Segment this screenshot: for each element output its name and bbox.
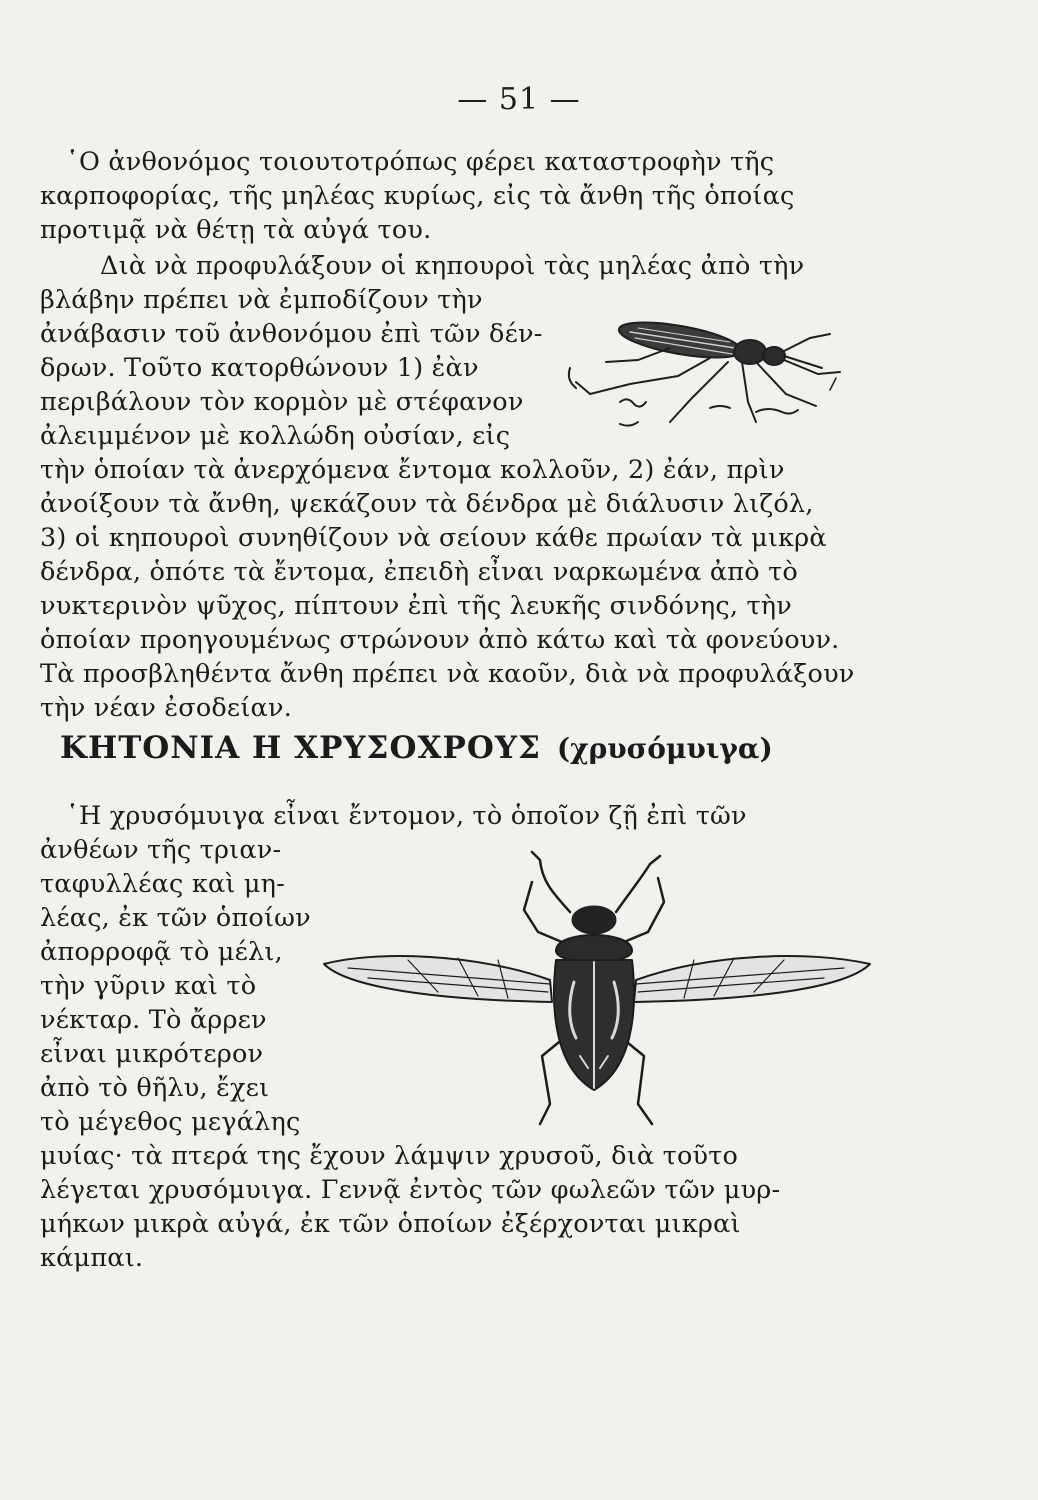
page-number: — 51 — [457, 82, 581, 117]
paragraph3-line: ἀπὸ τὸ θῆλυ, ἔχει [40, 1073, 270, 1103]
paragraph2-line: ἀλειμμένον μὲ κολλώδη οὐσίαν, εἰς [40, 421, 511, 451]
paragraph3-line: τὸ μέγεθος μεγάλης [40, 1107, 301, 1137]
section-heading [60, 730, 773, 766]
paragraph2-line: ἀνάβασιν τοῦ ἀνθονόμου ἐπὶ τῶν δέν- [40, 319, 543, 349]
paragraph3-line: κάμπαι. [40, 1243, 144, 1273]
paragraph2-line: Διὰ νὰ προφυλάξουν οἱ κηπουροὶ τὰς μηλέας ἀπὸ τὴν [100, 251, 805, 281]
paragraph3-line: εἶναι μικρότερον [40, 1039, 264, 1069]
paragraph3-line: ταφυλλέας καὶ μη- [40, 869, 285, 899]
section-heading-title: ΚΗΤΟΝΙΑ Η ΧΡΥΣΟΧΡΟΥΣ [60, 730, 541, 766]
paragraph3-line: ἀπορροφᾷ τὸ μέλι, [40, 937, 283, 967]
paragraph3-line: λέας, ἐκ τῶν ὁποίων [40, 903, 311, 933]
weevil-illustration [560, 298, 860, 438]
paragraph2-line: δένδρα, ὁπότε τὰ ἔντομα, ἐπειδὴ εἶναι ναρκωμένα ἀπὸ τὸ [40, 557, 798, 587]
paragraph2-line: τὴν ὁποίαν τὰ ἀνερχόμενα ἔντομα κολλοῦν, 2) ἐάν, πρὶν [40, 455, 785, 485]
paragraph2-line: νυκτερινὸν ψῦχος, πίπτουν ἐπὶ τῆς λευκῆς σινδόνης, τὴν [40, 591, 792, 621]
paragraph3-line: λέγεται χρυσόμυιγα. Γεννᾷ ἐντὸς τῶν φωλεῶν τῶν μυρ- [40, 1175, 781, 1205]
paragraph3-line: μήκων μικρὰ αὐγά, ἐκ τῶν ὁποίων ἐξέρχονται μικραὶ [40, 1209, 741, 1239]
paragraph3-line: τὴν γῦριν καὶ τὸ [40, 971, 257, 1001]
paragraph2-line: περιβάλουν τὸν κορμὸν μὲ στέφανον [40, 387, 524, 417]
paragraph2-line: τὴν νέαν ἐσοδείαν. [40, 693, 292, 723]
paragraph3-line: νέκταρ. Τὸ ἄρρεν [40, 1005, 267, 1035]
paragraph2-line: ἀνοίξουν τὰ ἄνθη, ψεκάζουν τὰ δένδρα μὲ διάλυσιν λιζόλ, [40, 489, 814, 519]
paragraph3-line: ῾Η χρυσόμυιγα εἶναι ἔντομον, τὸ ὁποῖον ζῇ ἐπὶ τῶν [66, 801, 747, 831]
paragraph2-line: ὁποίαν προηγουμένως στρώνουν ἀπὸ κάτω καὶ τὰ φονεύουν. [40, 625, 840, 655]
paragraph2-line: 3) οἱ κηπουροὶ συνηθίζουν νὰ σείουν κάθε πρωίαν τὰ μικρὰ [40, 523, 827, 553]
paragraph1-line: ῾Ο ἀνθονόμος τοιουτοτρόπως φέρει καταστροφὴν τῆς [66, 147, 775, 177]
rose-chafer-illustration [318, 842, 878, 1138]
paragraph1-line: καρποφορίας, τῆς μηλέας κυρίως, εἰς τὰ ἄνθη τῆς ὁποίας [40, 181, 795, 211]
paragraph2-line: βλάβην πρέπει νὰ ἐμποδίζουν τὴν [40, 285, 483, 315]
section-heading-subtitle: (χρυσόμυιγα) [556, 732, 773, 765]
paragraph1-line: προτιμᾷ νὰ θέτῃ τὰ αὐγά του. [40, 215, 432, 245]
paragraph3-line: ἀνθέων τῆς τριαν- [40, 835, 282, 865]
paragraph3-line: μυίας· τὰ πτερά της ἔχουν λάμψιν χρυσοῦ, διὰ τοῦτο [40, 1141, 739, 1171]
paragraph2-line: Τὰ προσβληθέντα ἄνθη πρέπει νὰ καοῦν, διὰ νὰ προφυλάξουν [40, 659, 855, 689]
paragraph2-line: δρων. Τοῦτο κατορθώνουν 1) ἐὰν [40, 353, 479, 383]
